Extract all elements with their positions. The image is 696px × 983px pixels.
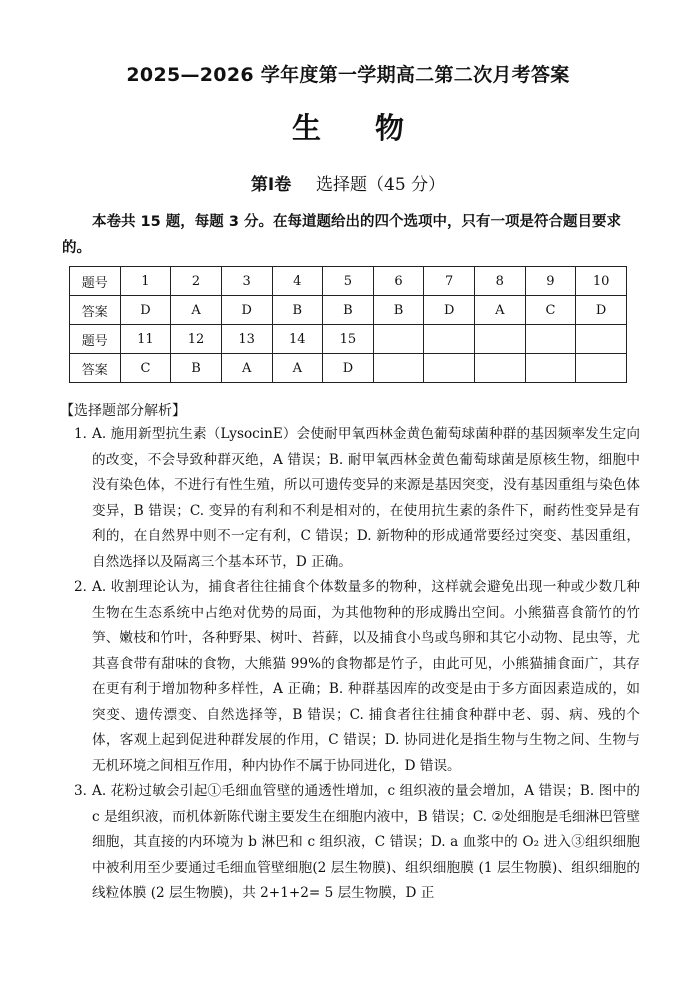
analysis-item — [60, 779, 640, 907]
answer-label-cell: 答案 — [70, 354, 121, 383]
answer-cell: D — [323, 354, 374, 383]
question-number-cell — [576, 325, 627, 354]
answer-cell: A — [475, 296, 526, 325]
question-number-cell: 9 — [525, 267, 576, 296]
question-number-cell: 10 — [576, 267, 627, 296]
question-number-cell: 13 — [221, 325, 272, 354]
subject-title: 生 物 — [291, 111, 427, 145]
answer-row — [70, 354, 627, 383]
question-number-cell: 7 — [424, 267, 475, 296]
analysis-heading: 【选择题部分解析】 — [60, 403, 186, 419]
answer-cell: D — [120, 296, 171, 325]
answer-cell — [373, 354, 424, 383]
answer-cell: A — [171, 296, 222, 325]
answer-cell — [475, 354, 526, 383]
answer-table — [69, 266, 627, 383]
question-number-row — [70, 267, 627, 296]
answer-cell: B — [272, 296, 323, 325]
answer-label-cell: 答案 — [70, 296, 121, 325]
question-label-cell: 题号 — [70, 267, 121, 296]
analysis-item — [60, 422, 640, 575]
answer-cell: C — [525, 296, 576, 325]
question-number-cell: 12 — [171, 325, 222, 354]
question-number-cell — [475, 325, 526, 354]
answer-cell: B — [323, 296, 374, 325]
analysis-item — [60, 575, 640, 779]
question-number-cell: 4 — [272, 267, 323, 296]
question-label-cell: 题号 — [70, 325, 121, 354]
section-part: 第Ⅰ卷 — [250, 175, 292, 195]
section-heading — [0, 170, 696, 195]
question-number-cell: 5 — [323, 267, 374, 296]
question-number-cell: 15 — [323, 325, 374, 354]
question-number-cell: 2 — [171, 267, 222, 296]
question-number-cell — [424, 325, 475, 354]
analysis-list — [60, 422, 640, 907]
answer-cell — [525, 354, 576, 383]
question-number-cell — [373, 325, 424, 354]
answer-cell: D — [424, 296, 475, 325]
analysis-item-number: 3． — [74, 783, 97, 799]
answer-row — [70, 296, 627, 325]
intro-paragraph: 本卷共 15 题，每题 3 分。在每道题给出的四个选项中，只有一项是符合题目要求的。 — [62, 214, 621, 256]
question-number-cell — [525, 325, 576, 354]
question-number-cell: 3 — [221, 267, 272, 296]
question-number-cell: 14 — [272, 325, 323, 354]
question-number-cell: 1 — [120, 267, 171, 296]
answer-cell: D — [576, 296, 627, 325]
analysis-item-number: 1． — [74, 426, 97, 442]
question-number-cell: 8 — [475, 267, 526, 296]
answer-cell: B — [373, 296, 424, 325]
document-title: 2025—2026 学年度第一学期高二第二次月考答案 — [126, 64, 570, 86]
answer-cell: C — [120, 354, 171, 383]
answer-cell: B — [171, 354, 222, 383]
answer-cell: D — [221, 296, 272, 325]
answer-cell: A — [221, 354, 272, 383]
question-number-cell: 6 — [373, 267, 424, 296]
answer-cell — [576, 354, 627, 383]
analysis-item-text: A. 施用新型抗生素（LysocinE）会使耐甲氧西林金黄色葡萄球菌种群的基因频率发生定向的改变，不会导致种群灭绝，A 错误；B. 耐甲氧西林金黄色葡萄球菌是原核生物，细胞中没有染色体，不进行有性生殖，所以可遗传变异的来源是基因突变，没有基因重组与染色体变异，B 错误；C. 变异的有利和不利是相对的，在使用抗生素的条件下，耐药性变异是有利的，在自然界中则不一定有利，C 错误；D. 新物种的形成通常要经过突变、基因重组，自然选择以及隔离三个基本环节，D 正确。 — [92, 426, 640, 570]
analysis-item-text: A. 花粉过敏会引起①毛细血管壁的通透性增加，c 组织液的量会增加，A 错误；B. 图中的 c 是组织液，而机体新陈代谢主要发生在细胞内液中，B 错误；C. ②处细胞是毛细淋巴管壁细胞，其直接的内环境为 b 淋巴和 c 组织液，C 错误；D. a 血浆中的 O₂ 进入③组织细胞中被利用至少要通过毛细血管壁细胞(2 层生物膜)、组织细胞膜 (1 层生物膜)、组织细胞的线粒体膜 (2 层生物膜)，共 2+1+2= 5 层生物膜，D 正 — [92, 783, 640, 901]
answer-cell — [424, 354, 475, 383]
analysis-item-number: 2． — [74, 579, 97, 595]
section-name: 选择题（45 分） — [316, 175, 446, 195]
analysis-item-text: A. 收割理论认为，捕食者往往捕食个体数量多的物种，这样就会避免出现一种或少数几种生物在生态系统中占绝对优势的局面，为其他物种的形成腾出空间。小熊猫喜食箭竹的竹笋、嫩枝和竹叶，各种野果、树叶、苔藓，以及捕食小鸟或鸟卵和其它小动物、昆虫等，尤其喜食带有甜味的食物，大熊猫 99%的食物都是竹子，由此可见，小熊猫捕食面广，其存在更有利于增加物种多样性，A 正确；B. 种群基因库的改变是由于多方面因素造成的，如突变、遗传漂变、自然选择等，B 错误；C. 捕食者往往捕食种群中老、弱、病、残的个体，客观上起到促进种群发展的作用，C 错误；D. 协同进化是指生物与生物之间、生物与无机环境之间相互作用，种内协作不属于协同进化，D 错误。 — [92, 579, 640, 774]
answer-cell: A — [272, 354, 323, 383]
question-number-row — [70, 325, 627, 354]
question-number-cell: 11 — [120, 325, 171, 354]
